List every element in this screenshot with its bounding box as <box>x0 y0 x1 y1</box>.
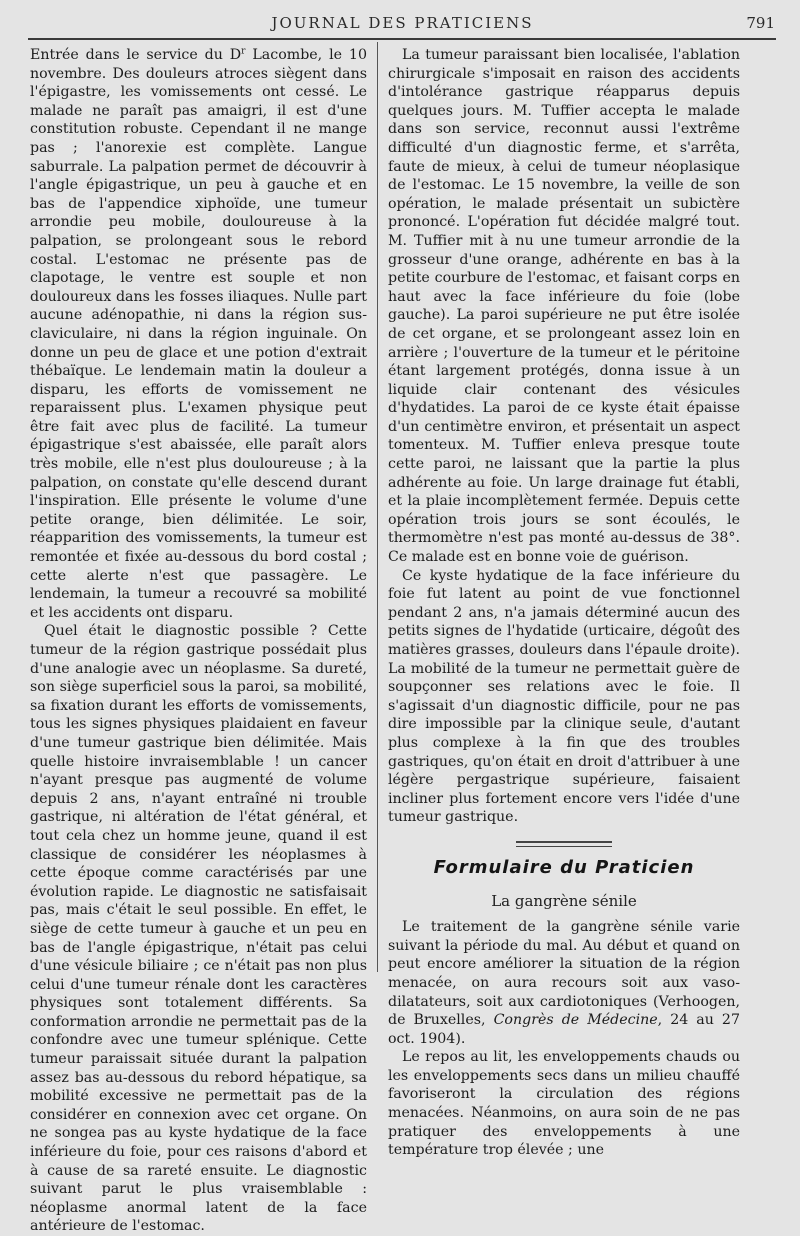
right-column <box>388 46 740 1160</box>
left-paragraph-1 <box>30 46 367 622</box>
left-p1-rest: Lacombe, le 10 novembre. Des douleurs atroces siègent dans l'épigastre, les vomissements ont cessé. Le malade ne paraît pas amaigri, il est d'une constitution robuste. Cependant il ne mange pas ; l'anorexie est complète. Langue saburrale. La palpation permet de découvrir à l'angle épigastrique, un peu à gauche et en bas de l'appendice xiphoïde, une tumeur arrondie peu mobile, douloureuse à la palpation, se prolongeant sous le rebord costal. L'estomac ne présente pas de clapotage, le ventre est souple et non douloureux dans les fosses iliaques. Nulle part aucune adénopathie, ni dans la région sus-claviculaire, ni dans la région inguinale. On donne un peu de glace et une potion d'extrait thébaïque. Le lendemain matin la douleur a disparu, les efforts de vomissement ne reparaissent plus. L'examen physique peut être fait avec plus de facilité. La tumeur épigastrique s'est abaissée, elle paraît alors très mobile, elle n'est plus douloureuse ; à la palpation, on constate qu'elle descend durant l'inspiration. Elle présente le volume d'une petite orange, bien délimitée. Le soir, réapparition des vomissements, la tumeur est remontée et fixée au-dessous du bord costal ; cette alerte n'est que passagère. Le lendemain, la tumeur a recouvré sa mobilité et les accidents ont disparu. <box>30 47 367 621</box>
right-paragraph-3 <box>388 918 740 1048</box>
right-paragraph-4: Le repos au lit, les enveloppements chauds ou les enveloppements secs dans un milieu chauffé favoriseront la circulation des régions menacées. Néanmoins, on aura soin de ne pas pratiquer des enveloppements à une température trop élevée ; une <box>388 1049 740 1159</box>
right-p3-start: Le traitement de la gangrène sénile varie suivant la période du mal. Au début et quand on peut encore améliorer la situation de la région menacée, on aura recours soit aux vaso-dilatateurs, soit aux cardiotoniques (Verhoogen, de Bruxelles, <box>388 919 740 1029</box>
doctor-abbrev-sup: r <box>241 46 246 57</box>
right-paragraph-2: Ce kyste hydatique de la face inférieure du foie fut latent au point de vue fonctionnel pendant 2 ans, n'a jamais déterminé aucun des petits signes de l'hydatide (urticaire, dégoût des matières grasses, douleurs dans l'épaule droite). La mobilité de la tumeur ne permettait guère de soupçonner ses relations avec le foie. Il s'agissait d'un diagnostic difficile, pour ne pas dire impossible par la clinique seule, d'autant plus complexe à la fin que des troubles gastriques, qu'on était en droit d'attribuer à une légère pergastrique supérieure, faisaient incliner plus fortement encore vers l'idée d'une tumeur gastrique. <box>388 567 740 826</box>
left-paragraph-2: Quel était le diagnostic possible ? Cette tumeur de la région gastrique possédait plus d'une analogie avec un néoplasme. Sa dureté, son siège superficiel sous la paroi, sa mobilité, sa fixation durant les efforts de vomissements, tous les signes physiques plaidaient en faveur d'une tumeur gastrique bien délimitée. Mais quelle histoire invraisemblable ! un cancer n'ayant presque pas augmenté de volume depuis 2 ans, n'ayant entraîné ni trouble gastrique, ni altération de l'état général, et tout cela chez un homme jeune, quand il est classique de considérer les néoplasmes à cette époque comme caractérisés par une évolution rapide. Le diagnostic ne satisfaisait pas, mais c'était le seul possible. En effet, le siège de cette tumeur à gauche et un peu en bas de l'angle épigastrique, n'était pas celui d'une vésicule biliaire ; ce n'était pas non plus celui d'une tumeur rénale dont les caractères physiques sont totalement différents. Sa conformation arrondie ne permettait pas de la confondre avec une tumeur splénique. Cette tumeur paraissait située durant la palpation assez bas au-dessous du rebord hépatique, sa mobilité excessive ne permettait pas de la considérer en connexion avec cet organe. On ne songea pas au kyste hydatique de la face inférieure du foie, pour ces raisons d'abord et à cause de sa rareté ensuite. Le diagnostic suivant parut le plus vraisemblable : néoplasme anormal latent de la face antérieure de l'estomac. <box>30 623 367 1235</box>
section-separator <box>516 841 612 847</box>
citation-title: Congrès de Médecine <box>493 1012 658 1029</box>
page-number: 791 <box>746 14 775 32</box>
left-p1-start: Entrée dans le service du D <box>30 47 242 63</box>
page-header <box>30 12 775 36</box>
right-paragraph-1: La tumeur paraissant bien localisée, l'ablation chirurgicale s'imposait en raison des accidents d'intolérance gastrique réapparus depuis quelques jours. M. Tuffier accepta le malade dans son service, reconnut aussi l'extrême difficulté d'un diagnostic ferme, et s'arrêta, faute de mieux, à celui de tumeur néoplasique de l'estomac. Le 15 novembre, la veille de son opération, le malade présentait un subictère prononcé. L'opération fut décidée malgré tout. M. Tuffier mit à nu une tumeur arrondie de la grosseur d'une orange, adhérente en bas à la petite courbure de l'estomac, et faisant corps en haut avec la face inférieure du foie (lobe gauche). La paroi supérieure ne put être isolée de cet organe, et se prolongeant assez loin en arrière ; l'ouverture de la tumeur et le péritoine étant largement protégés, donna issue à un liquide clair contenant des vésicules d'hydatides. La paroi de ce kyste était épaisse d'un centimètre environ, et présentait un aspect tomenteux. M. Tuffier enleva presque toute cette paroi, ne laissant que la partie la plus adhérente au foie. Un large drainage fut établi, et la plaie incomplètement fermée. Depuis cette opération trois jours se sont écoulés, le thermomètre n'est pas monté au-dessus de 38°. Ce malade est en bonne voie de guérison. <box>388 47 740 566</box>
left-column <box>30 46 367 1236</box>
header-rule <box>28 38 776 40</box>
section-heading: Formulaire du Praticien <box>433 856 695 878</box>
right-p3-end: , 24 au 27 oct. 1904). <box>388 1012 740 1047</box>
journal-title: JOURNAL DES PRATICIENS <box>271 14 534 32</box>
column-divider <box>377 42 378 972</box>
article-title: La gangrène sénile <box>491 891 637 910</box>
